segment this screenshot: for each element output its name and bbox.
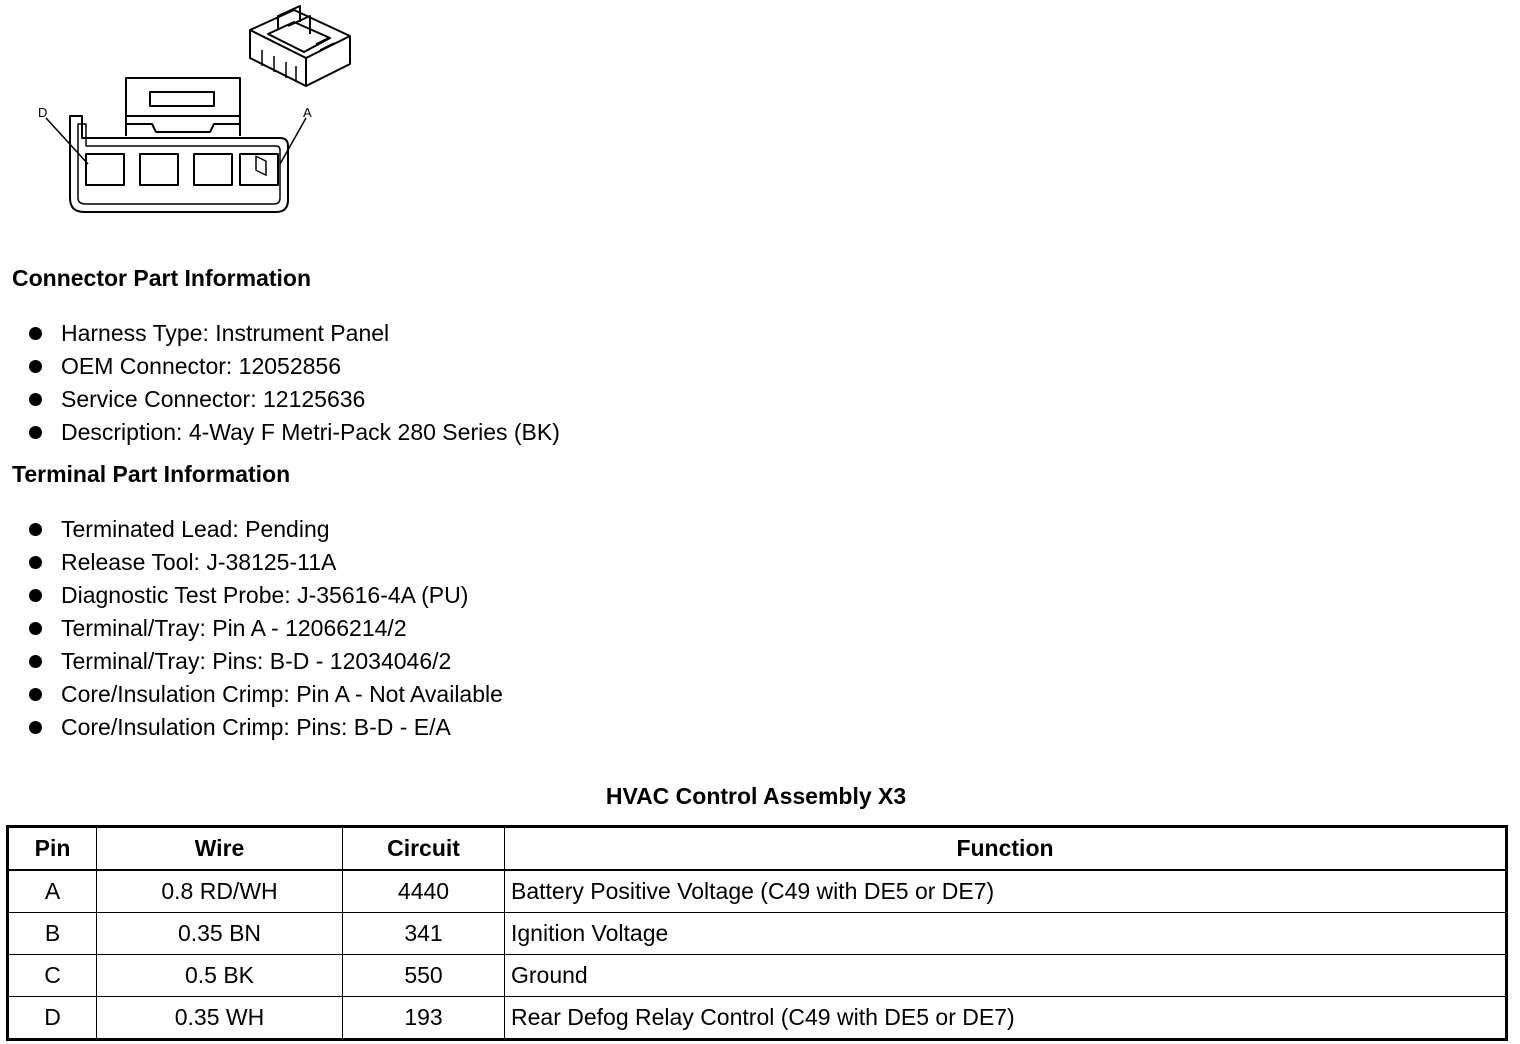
list-item: Terminal/Tray: Pin A - 12066214/2 [27,612,503,645]
connector-part-info-heading: Connector Part Information [12,265,312,291]
cell-circuit: 4440 [343,870,505,913]
cavity-c [140,154,178,185]
column-header-circuit: Circuit [343,827,505,871]
bullet-icon [29,426,42,439]
cell-pin: B [8,913,97,955]
list-item: Harness Type: Instrument Panel [27,317,560,350]
list-item: Release Tool: J-38125-11A [27,546,503,579]
list-item: OEM Connector: 12052856 [27,350,560,383]
list-item: Core/Insulation Crimp: Pins: B-D - E/A [27,711,503,744]
cavity-a [240,154,278,185]
bullet-icon [29,556,42,569]
cell-function: Ground [505,955,1507,997]
table-header-row [8,827,1507,871]
pinout-table [6,825,1508,1041]
cavity-b [194,154,232,185]
pin-label-a: A [303,105,312,120]
pin-label-d: D [38,105,48,120]
cell-pin: D [8,997,97,1040]
terminal-part-info-heading: Terminal Part Information [12,461,291,487]
bullet-icon [29,327,42,340]
bullet-icon [29,688,42,701]
list-item: Terminal/Tray: Pins: B-D - 12034046/2 [27,645,503,678]
bullet-icon [29,721,42,734]
cell-circuit: 341 [343,913,505,955]
column-header-function: Function [505,827,1507,871]
cell-pin: A [8,870,97,913]
bullet-icon [29,393,42,406]
bullet-icon [29,622,42,635]
connector-face-view [46,78,306,212]
bullet-icon [29,655,42,668]
cell-function: Rear Defog Relay Control (C49 with DE5 or DE7) [505,997,1507,1040]
cell-function: Ignition Voltage [505,913,1507,955]
cavity-d [86,154,124,185]
cell-circuit: 550 [343,955,505,997]
list-item: Diagnostic Test Probe: J-35616-4A (PU) [27,579,503,612]
connector-part-info-list [27,317,560,449]
bullet-icon [29,360,42,373]
cell-wire: 0.35 WH [97,997,343,1040]
column-header-pin: Pin [8,827,97,871]
column-header-wire: Wire [97,827,343,871]
cell-function: Battery Positive Voltage (C49 with DE5 or DE7) [505,870,1507,913]
bullet-icon [29,589,42,602]
list-item: Terminated Lead: Pending [27,513,503,546]
connector-isometric-sketch [250,6,350,175]
table-row [8,870,1507,913]
connector-diagram [30,0,370,222]
table-row [8,997,1507,1040]
cell-pin: C [8,955,97,997]
cell-wire: 0.8 RD/WH [97,870,343,913]
cell-wire: 0.35 BN [97,913,343,955]
table-title: HVAC Control Assembly X3 [605,783,907,809]
cell-wire: 0.5 BK [97,955,343,997]
list-item: Service Connector: 12125636 [27,383,560,416]
table-row [8,913,1507,955]
terminal-part-info-list [27,513,503,744]
table-row [8,955,1507,997]
bullet-icon [29,523,42,536]
list-item: Description: 4-Way F Metri-Pack 280 Series (BK) [27,416,560,449]
list-item: Core/Insulation Crimp: Pin A - Not Available [27,678,503,711]
cell-circuit: 193 [343,997,505,1040]
